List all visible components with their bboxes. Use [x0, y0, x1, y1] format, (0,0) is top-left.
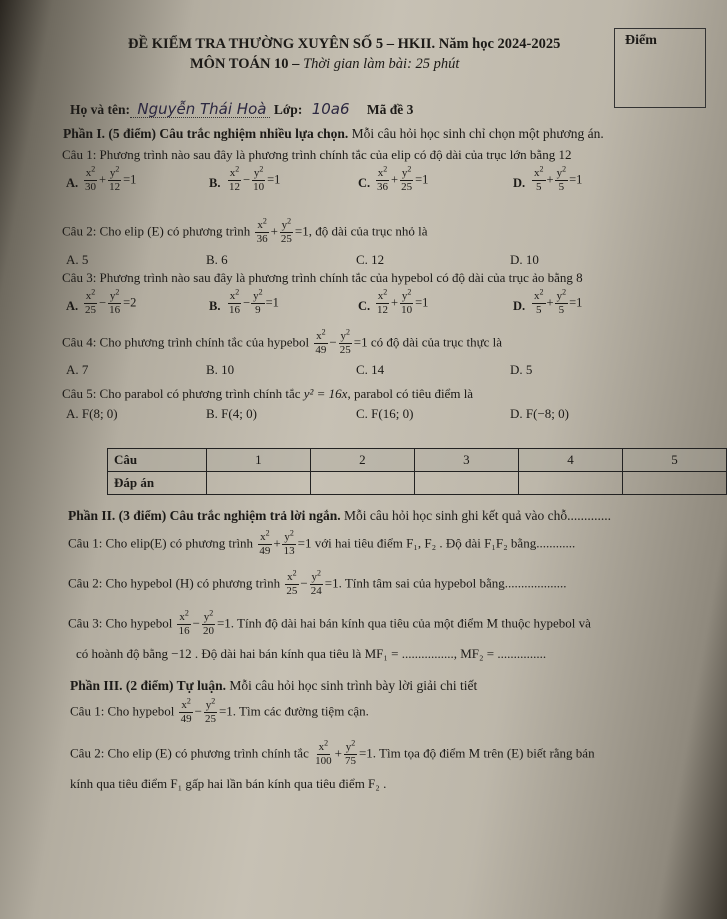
part1-heading: Phần I. (5 điểm) Câu trắc nghiệm nhiều lựa chọn. Mỗi câu hỏi học sinh chỉ chọn một phương án. — [63, 126, 604, 141]
part1-q2-option-c: C. 12 — [356, 252, 385, 267]
answer-table-answer-row — [108, 472, 727, 495]
part1-q5-text: Câu 5: Cho parabol có phương trình chính tắc y² = 16x, parabol có tiêu điểm là — [62, 386, 474, 401]
exam-title: ĐỀ KIỂM TRA THƯỜNG XUYÊN SỐ 5 – HKII. Năm học 2024-2025 — [128, 36, 561, 52]
answer-table-col: 3 — [414, 449, 518, 472]
part2-heading: Phần II. (3 điểm) Câu trắc nghiệm trả lời ngắn. Mỗi câu hỏi học sinh ghi kết quả vào chỗ............. — [68, 508, 611, 523]
part2-q3-text: Câu 3: Cho hypebol $\frac{x^2}{16}$ − $\frac{y^2}{20}$ =1. Tính độ dài hai bán kính qua tiêu của một điểm M thuộc hypebol và — [68, 608, 591, 637]
part1-q1-options: A. $\frac{x^2}{30}$ + $\frac{y^2}{12}$ =1 B. $\frac{x^2}{12}$ − $\frac{y^2}{10}$ =1 C. $\frac{x^2}{36}$ + $\frac{y^2}{25}$ =1 D. $\frac{x^2}{5}$ + $\frac{y^2}{5}$ =1 — [66, 164, 583, 193]
part1-q5-option-b: B. F(4; 0) — [206, 406, 257, 421]
answer-table-col: 2 — [310, 449, 414, 472]
student-name: Nguyễn Thái Hoà — [137, 100, 267, 118]
part1-q4-option-d: D. 5 — [510, 362, 533, 377]
part1-q2-option-a: A. 5 — [66, 252, 89, 267]
answer-cell[interactable] — [518, 472, 622, 495]
part1-q4-option-a: A. 7 — [66, 362, 89, 377]
answer-table-col: 1 — [206, 449, 310, 472]
part2-q2-text: Câu 2: Cho hypebol (H) có phương trình $\frac{x^2}{25}$ − $\frac{y^2}{24}$ =1. Tính tâm sai của hypebol bằng................... — [68, 568, 567, 597]
part1-q5-option-a: A. F(8; 0) — [66, 406, 118, 421]
answer-row-label: Đáp án — [108, 472, 207, 495]
part1-q2-option-d: D. 10 — [510, 252, 539, 267]
answer-cell[interactable] — [414, 472, 518, 495]
part3-q1-text: Câu 1: Cho hypebol $\frac{x^2}{49}$ − $\frac{y^2}{25}$ =1. Tìm các đường tiệm cận. — [70, 696, 369, 725]
score-box — [614, 28, 706, 108]
answer-table-header-row — [108, 449, 727, 472]
part1-q3-text: Câu 3: Phương trình nào sau đây là phương trình chính tắc của hypebol có độ dài của trục ảo bằng 8 — [62, 270, 583, 285]
part1-q3-options: A. $\frac{x^2}{25}$ − $\frac{y^2}{16}$ =2 B. $\frac{x^2}{16}$ − $\frac{y^2}{9}$ =1 C. $\frac{x^2}{12}$ + $\frac{y^2}{10}$ =1 D. $\frac{x^2}{5}$ + $\frac{y^2}{5}$ =1 — [66, 287, 583, 316]
answer-table-col: 4 — [518, 449, 622, 472]
part1-q1-text: Câu 1: Phương trình nào sau đây là phương trình chính tắc của elip có độ dài của trục lớn bằng 12 — [62, 147, 572, 162]
part2-q1-text: Câu 1: Cho elip(E) có phương trình $\frac{x^2}{49}$ + $\frac{y^2}{13}$ =1 với hai tiêu điểm F₁, F₂ . Độ dài F₁F₂ bằng............ — [68, 528, 576, 557]
part1-q5-option-d: D. F(−8; 0) — [510, 406, 569, 421]
exam-code: Mã đề 3 — [366, 102, 414, 117]
part1-q5-option-c: C. F(16; 0) — [356, 406, 414, 421]
class-label: Lớp: — [273, 102, 303, 117]
part1-q4-option-b: B. 10 — [206, 362, 235, 377]
part3-heading: Phần III. (2 điểm) Tự luận. Mỗi câu hỏi học sinh trình bày lời giải chi tiết — [70, 678, 478, 693]
time-limit: Thời gian làm bài: 25 phút — [303, 56, 460, 72]
answer-table-col: 5 — [622, 449, 726, 472]
part1-q2-text: Câu 2: Cho elip (E) có phương trình $\frac{x^2}{36}$ + $\frac{y^2}{25}$ =1, độ dài của trục nhỏ là — [62, 216, 428, 245]
score-label: Điểm — [625, 33, 657, 48]
part1-q2-option-b: B. 6 — [206, 252, 228, 267]
part1-q4-text: Câu 4: Cho phương trình chính tắc của hypebol $\frac{x^2}{49}$ − $\frac{y^2}{25}$ =1 có độ dài của trục thực là — [62, 327, 503, 356]
part3-q2-line2: kính qua tiêu điểm F₁ gấp hai lần bán kính qua tiêu điểm F₂ . — [70, 776, 387, 791]
part3-q2-text: Câu 2: Cho elip (E) có phương trình chính tắc $\frac{x^2}{100}$ + $\frac{y^2}{75}$ =1. Tìm tọa độ điểm M trên (E) biết rằng bán — [70, 738, 595, 767]
class-value: 10a6 — [311, 100, 350, 118]
part1-q4-option-c: C. 14 — [356, 362, 385, 377]
answer-cell[interactable] — [622, 472, 726, 495]
answer-table-row-label: Câu — [108, 449, 207, 472]
name-label: Họ và tên: — [70, 102, 130, 117]
answer-table — [107, 448, 727, 495]
subject-label: MÔN TOÁN 10 – — [190, 56, 300, 72]
part2-q3-line2: có hoành độ bằng −12 . Độ dài hai bán kính qua tiêu là MF₁ = ................, MF₂ = ............... — [76, 646, 547, 661]
student-info-row — [70, 100, 413, 118]
answer-cell[interactable] — [206, 472, 310, 495]
exam-subject-line — [190, 56, 459, 73]
answer-cell[interactable] — [310, 472, 414, 495]
